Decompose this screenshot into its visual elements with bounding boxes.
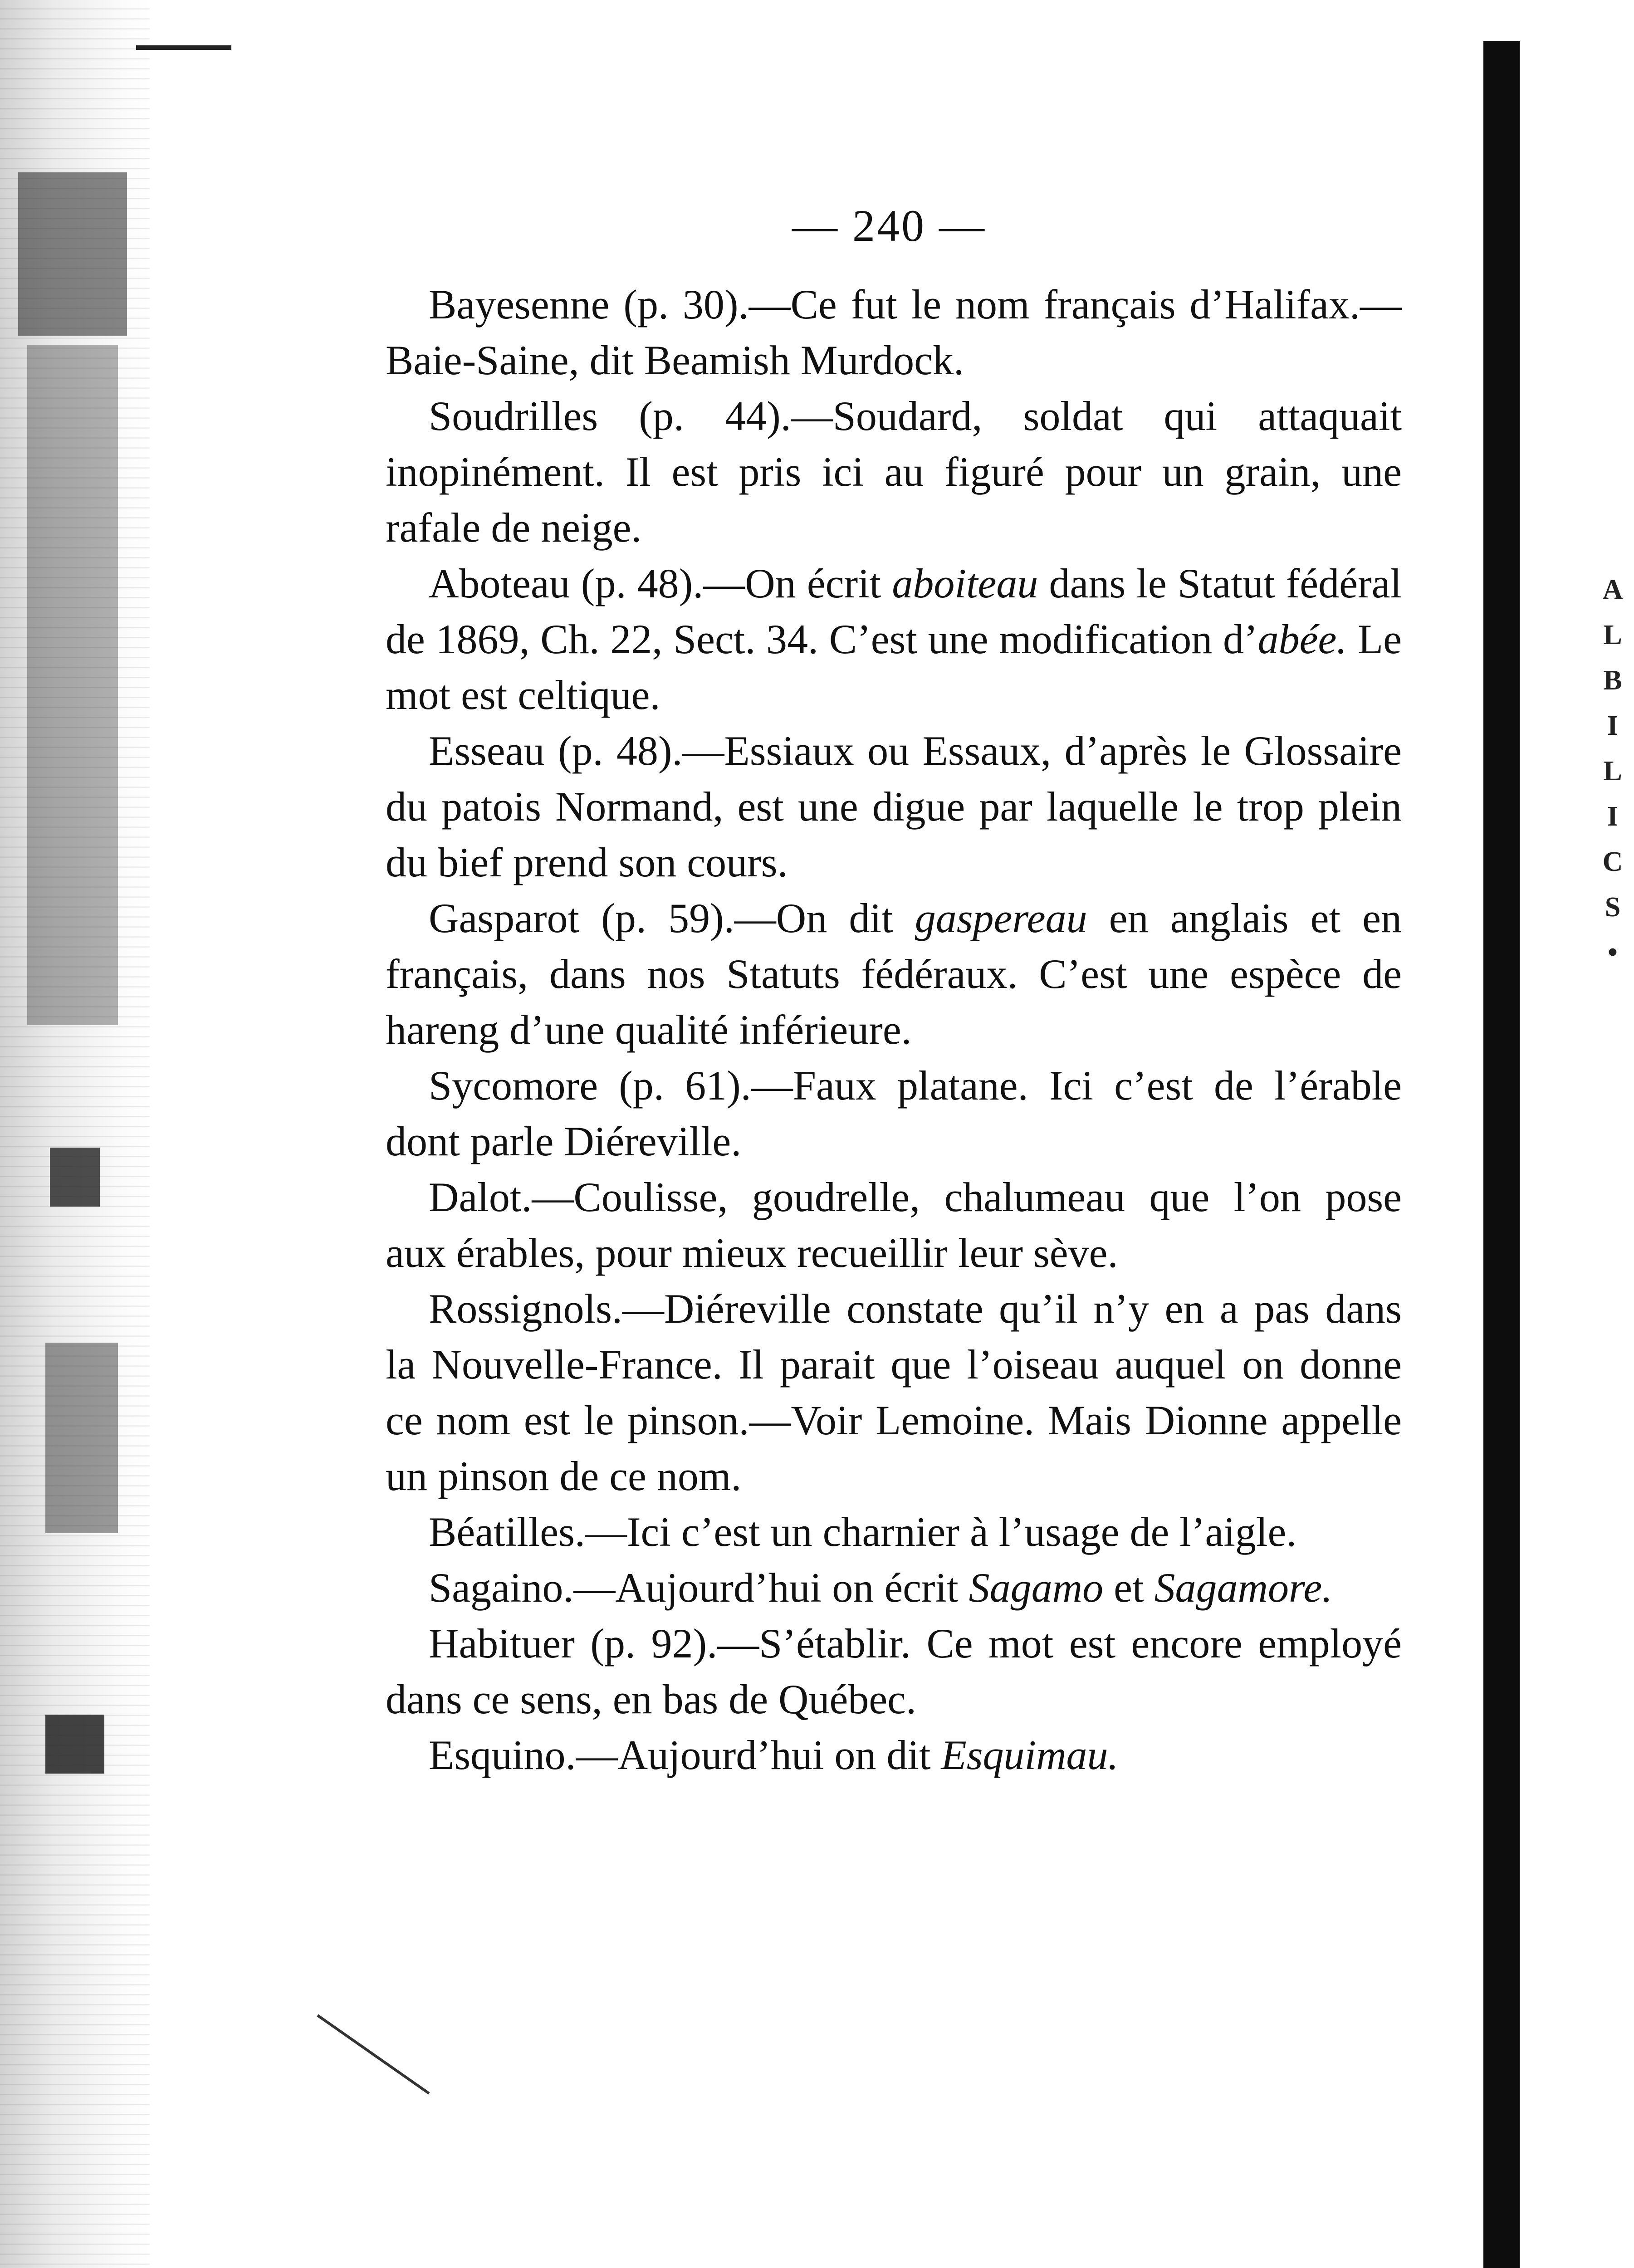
entry-italic-word: abée. bbox=[1257, 616, 1347, 662]
entry-term: Soudrilles (p. 44). bbox=[429, 393, 791, 439]
entry-definition: —On dit bbox=[734, 895, 915, 941]
glossary-entry bbox=[386, 277, 1402, 388]
margin-letter: I bbox=[1607, 801, 1619, 832]
glossary-entry bbox=[386, 1560, 1402, 1616]
glossary-entry bbox=[386, 556, 1402, 723]
margin-letter: L bbox=[1603, 620, 1622, 650]
scan-artifact-block bbox=[18, 172, 127, 336]
entry-definition: en anglais et en français, dans nos Statuts fédéraux. C’est une espèce de hareng d’une qualité inférieure. bbox=[386, 895, 1402, 1053]
entry-italic-word: aboiteau bbox=[892, 560, 1038, 606]
glossary-text bbox=[386, 277, 1402, 1783]
margin-letter: S bbox=[1605, 892, 1621, 923]
margin-letter: C bbox=[1602, 846, 1623, 877]
scan-artifact-block bbox=[45, 1715, 104, 1774]
page-number: — 240 — bbox=[792, 200, 986, 251]
margin-letter: • bbox=[1608, 937, 1618, 968]
margin-letter: I bbox=[1607, 710, 1619, 741]
glossary-entry bbox=[386, 1058, 1402, 1169]
margin-letter: A bbox=[1602, 574, 1623, 605]
entry-term: Bayesenne (p. 30). bbox=[429, 281, 749, 327]
entry-term: Béatilles. bbox=[429, 1509, 585, 1555]
glossary-entry bbox=[386, 723, 1402, 890]
entry-definition: —Diéreville constate qu’il n’y en a pas dans la Nouvelle-France. Il parait que l’oiseau auquel on donne ce nom est le pinson.—Voir Lemoine. Mais Dionne appelle un pinson de ce nom. bbox=[386, 1286, 1402, 1499]
entry-italic-word: Sagamore. bbox=[1154, 1564, 1333, 1611]
entry-term: Gasparot (p. 59). bbox=[429, 895, 734, 941]
scan-top-line bbox=[136, 45, 231, 50]
entry-definition: —Essiaux ou Essaux, d’après le Glossaire du patois Normand, est une digue par laquelle le trop plein du bief prend son cours. bbox=[386, 728, 1402, 885]
entry-definition: —Soudard, soldat qui attaquait inopinément. Il est pris ici au figuré pour un grain, une rafale de neige. bbox=[386, 393, 1402, 551]
entry-definition: —On écrit bbox=[703, 560, 892, 606]
entry-definition: Le mot est celtique. bbox=[386, 616, 1402, 718]
entry-term: Esseau (p. 48). bbox=[429, 728, 683, 774]
entry-definition: —Ici c’est un charnier à l’usage de l’aigle. bbox=[585, 1509, 1297, 1555]
entry-term: Habituer (p. 92). bbox=[429, 1620, 718, 1667]
entry-term: Dalot. bbox=[429, 1174, 532, 1220]
adjacent-page-margin-letters bbox=[1597, 567, 1629, 975]
entry-definition: —Aujourd’hui on dit bbox=[576, 1732, 941, 1778]
glossary-entry bbox=[386, 1727, 1402, 1783]
scan-binding-shadow bbox=[0, 0, 150, 2268]
margin-letter: L bbox=[1603, 756, 1622, 787]
entry-definition: —Coulisse, goudrelle, chalumeau que l’on pose aux érables, pour mieux recueillir leur sève. bbox=[386, 1174, 1402, 1276]
scan-artifact-block bbox=[45, 1343, 118, 1533]
entry-italic-word: gaspereau bbox=[915, 895, 1087, 941]
glossary-entry bbox=[386, 890, 1402, 1058]
entry-definition: —Aujourd’hui on écrit bbox=[573, 1564, 969, 1611]
entry-italic-word: Sagamo bbox=[969, 1564, 1104, 1611]
entry-definition: —Faux platane. Ici c’est de l’érable dont parle Diéreville. bbox=[386, 1062, 1402, 1164]
scan-pen-stroke bbox=[317, 2014, 430, 2095]
glossary-entry bbox=[386, 1281, 1402, 1504]
entry-term: Aboteau (p. 48). bbox=[429, 560, 704, 606]
entry-definition: dans le Statut fédéral de 1869, Ch. 22, Sect. 34. C’est une modification d’ bbox=[386, 560, 1402, 662]
glossary-entry bbox=[386, 1504, 1402, 1560]
entry-term: Esquino. bbox=[429, 1732, 576, 1778]
entry-definition: —Ce fut le nom français d’Halifax.—Baie-Saine, dit Beamish Murdock. bbox=[386, 281, 1402, 383]
entry-term: Rossignols. bbox=[429, 1286, 622, 1332]
scan-right-edge-bar bbox=[1483, 41, 1520, 2268]
scan-artifact-block bbox=[27, 345, 118, 1025]
glossary-entry bbox=[386, 1169, 1402, 1281]
entry-italic-word: Esquimau. bbox=[941, 1732, 1119, 1778]
entry-definition: et bbox=[1103, 1564, 1155, 1611]
entry-term: Sagaino. bbox=[429, 1564, 574, 1611]
margin-letter: B bbox=[1603, 665, 1622, 696]
scan-artifact-block bbox=[50, 1148, 100, 1207]
glossary-entry bbox=[386, 388, 1402, 556]
entry-definition: —S’établir. Ce mot est encore employé dans ce sens, en bas de Québec. bbox=[386, 1620, 1402, 1722]
glossary-entry bbox=[386, 1616, 1402, 1727]
entry-term: Sycomore (p. 61). bbox=[429, 1062, 751, 1109]
